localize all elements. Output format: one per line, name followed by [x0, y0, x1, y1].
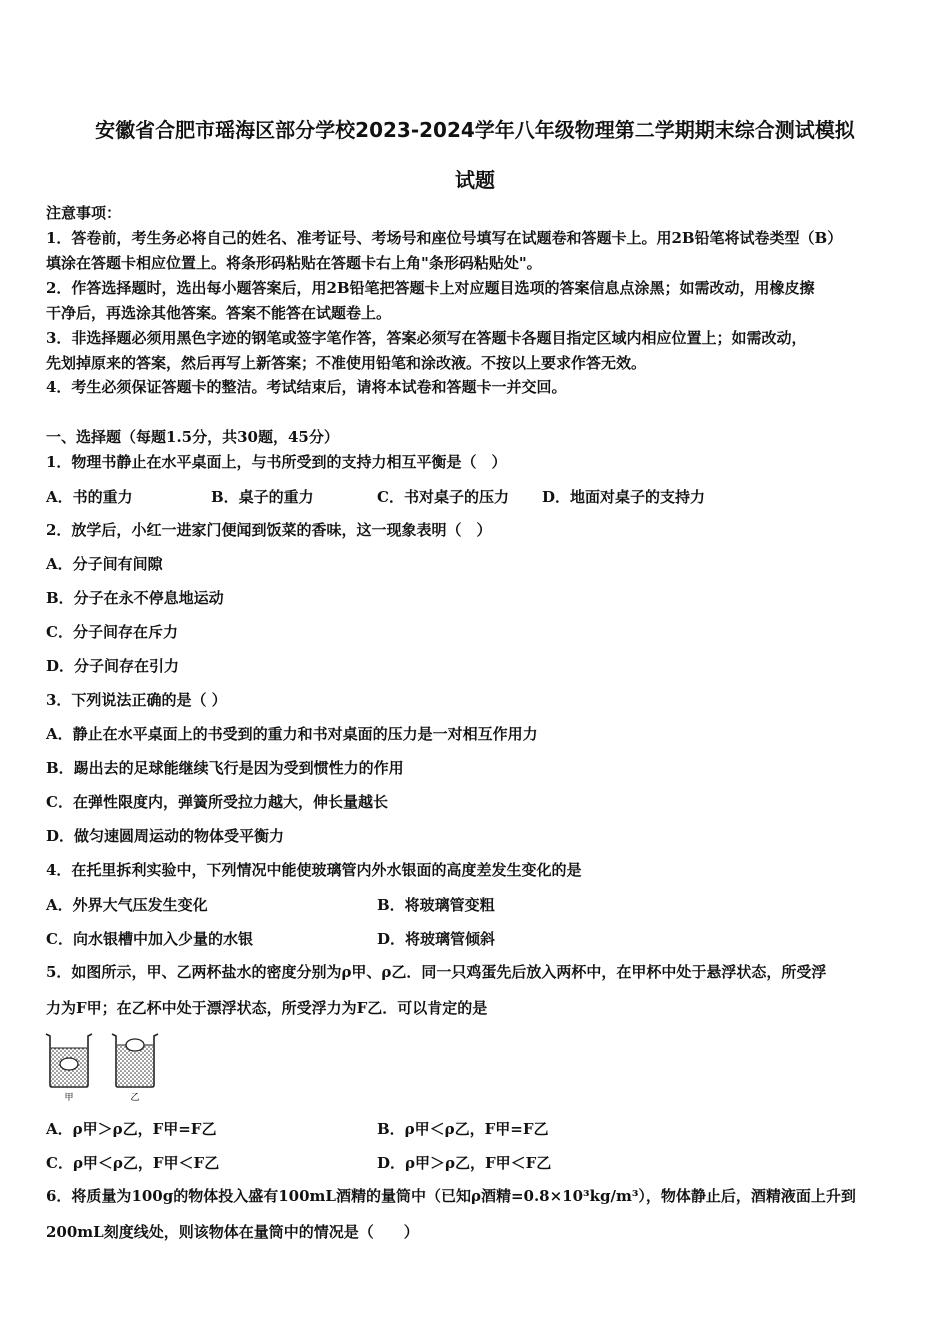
- q2-option-a: A．分子间有间隙: [46, 555, 163, 573]
- q1-option-a: A．书的重力: [46, 488, 133, 506]
- q4-option-a: A．外界大气压发生变化: [46, 896, 208, 914]
- q5-option-c: C．ρ甲＜ρ乙，F甲＜F乙: [46, 1154, 220, 1172]
- q3-stem: 3．下列说法正确的是（ ）: [46, 691, 227, 709]
- beaker-left: [46, 1034, 92, 1087]
- q1-stem: 1．物理书静止在水平桌面上，与书所受到的支持力相互平衡是（ ）: [46, 453, 507, 471]
- q6-stem-line2: 200mL刻度线处，则该物体在量筒中的情况是（ ）: [46, 1223, 419, 1241]
- figure-label-left: 甲: [64, 1093, 74, 1103]
- notice-item-1a: 1．答卷前，考生务必将自己的姓名、准考证号、考场号和座位号填写在试题卷和答题卡上。用2B铅笔将试卷类型（B）: [46, 229, 843, 247]
- q5-option-b: B．ρ甲＜ρ乙，F甲=F乙: [377, 1120, 549, 1138]
- q1-option-b: B．桌子的重力: [211, 488, 314, 506]
- egg-suspended: [60, 1058, 78, 1070]
- beaker-right: [112, 1034, 158, 1087]
- q5-option-a: A．ρ甲＞ρ乙，F甲=F乙: [46, 1120, 217, 1138]
- q4-stem: 4．在托里拆利实验中，下列情况中能使玻璃管内外水银面的高度差发生变化的是: [46, 861, 582, 879]
- figure-label-right: 乙: [130, 1093, 140, 1103]
- q1-option-d: D．地面对桌子的支持力: [542, 488, 706, 506]
- notice-item-2b: 干净后，再选涂其他答案。答案不能答在试题卷上。: [46, 304, 392, 322]
- q4-option-c: C．向水银槽中加入少量的水银: [46, 930, 253, 948]
- q3-option-c: C．在弹性限度内，弹簧所受拉力越大，伸长量越长: [46, 793, 388, 811]
- notice-heading: 注意事项：: [46, 204, 122, 222]
- section-heading: 一、选择题（每题1.5分，共30题，45分）: [46, 428, 339, 446]
- beakers-figure: [44, 1030, 164, 1105]
- notice-item-3b: 先划掉原来的答案，然后再写上新答案；不准使用铅笔和涂改液。不按以上要求作答无效。: [46, 354, 647, 372]
- q4-option-d: D．将玻璃管倾斜: [377, 930, 496, 948]
- notice-item-3a: 3．非选择题必须用黑色字迹的钢笔或签字笔作答，答案必须写在答题卡各题目指定区域内相应位置上；如需改动，: [46, 329, 807, 347]
- q5-stem-line2: 力为F甲；在乙杯中处于漂浮状态，所受浮力为F乙．可以肯定的是: [46, 999, 488, 1017]
- egg-floating: [126, 1039, 144, 1051]
- q5-option-d: D．ρ甲＞ρ乙，F甲＜F乙: [377, 1154, 552, 1172]
- exam-title-line1: 安徽省合肥市瑶海区部分学校2023-2024学年八年级物理第二学期期末综合测试模拟: [95, 118, 855, 142]
- notice-item-2a: 2．作答选择题时，选出每小题答案后，用2B铅笔把答题卡上对应题目选项的答案信息点涂黑；如需改动，用橡皮擦: [46, 279, 815, 297]
- notice-item-1b: 填涂在答题卡相应位置上。将条形码粘贴在答题卡右上角"条形码粘贴处"。: [46, 254, 542, 272]
- q5-stem-line1: 5．如图所示，甲、乙两杯盐水的密度分别为ρ甲、ρ乙．同一只鸡蛋先后放入两杯中，在甲杯中处于悬浮状态，所受浮: [46, 963, 827, 981]
- q2-option-c: C．分子间存在斥力: [46, 623, 178, 641]
- notice-item-4: 4．考生必须保证答题卡的整洁。考试结束后，请将本试卷和答题卡一并交回。: [46, 378, 567, 396]
- q3-option-a: A．静止在水平桌面上的书受到的重力和书对桌面的压力是一对相互作用力: [46, 725, 538, 743]
- q2-option-d: D．分子间存在引力: [46, 657, 180, 675]
- q6-stem-line1: 6．将质量为100g的物体投入盛有100mL酒精的量筒中（已知ρ酒精=0.8×10³kg/m³），物体静止后，酒精液面上升到: [46, 1187, 856, 1205]
- q2-option-b: B．分子在永不停息地运动: [46, 589, 224, 607]
- q3-option-d: D．做匀速圆周运动的物体受平衡力: [46, 827, 285, 845]
- q1-option-c: C．书对桌子的压力: [377, 488, 509, 506]
- q2-stem: 2．放学后，小红一进家门便闻到饭菜的香味，这一现象表明（ ）: [46, 521, 492, 539]
- q4-option-b: B．将玻璃管变粗: [377, 896, 495, 914]
- q3-option-b: B．踢出去的足球能继续飞行是因为受到惯性力的作用: [46, 759, 404, 777]
- exam-title-line2: 试题: [455, 168, 495, 192]
